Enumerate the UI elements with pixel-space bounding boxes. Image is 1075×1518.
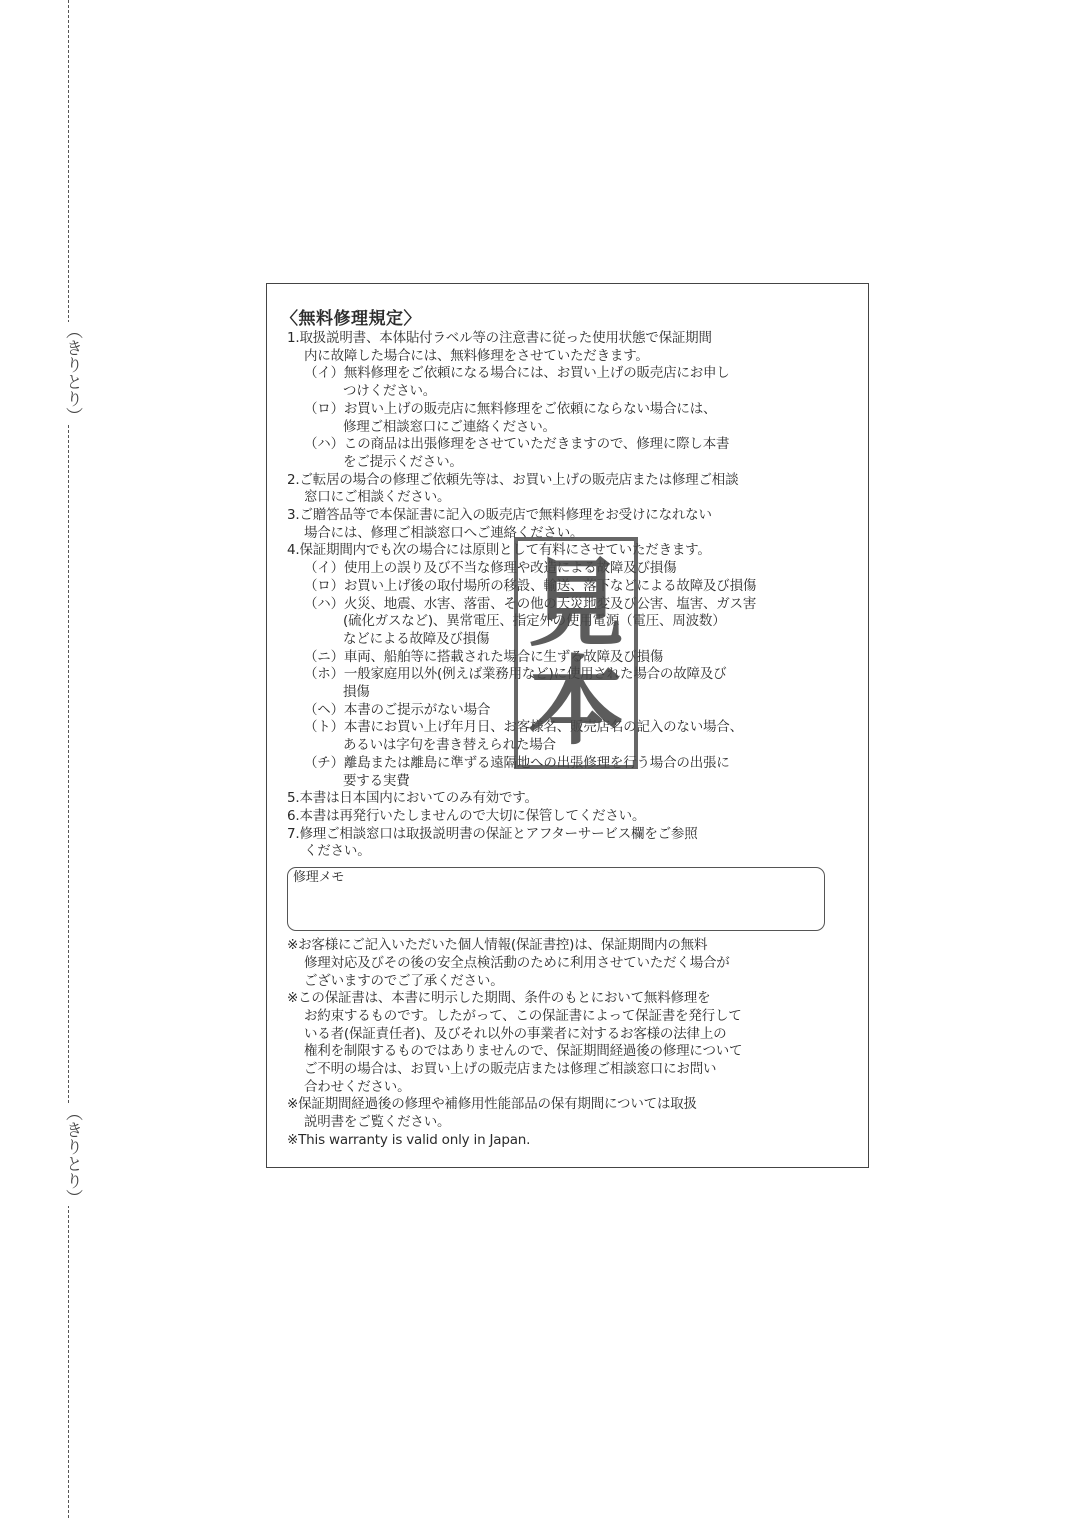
clause-6: 6.本書は再発行いたしませんので大切に保管してください。 (287, 807, 646, 824)
clause-4-ro: （ロ）お買い上げ後の取付場所の移設、輸送、落下などによる故障及び損傷 (304, 577, 757, 594)
cut-line (68, 0, 69, 1518)
sample-stamp-char-2: 本 (528, 646, 624, 758)
clause-4-ni: （ニ）車両、船舶等に搭載された場合に生ずる故障及び損傷 (304, 648, 664, 665)
clause-4-chi-cont: 要する実費 (343, 772, 410, 789)
note-3: ※保証期間経過後の修理や補修用性能部品の保有期間については取扱 (287, 1096, 697, 1113)
clause-4-to-cont: あるいは字句を書き替えられた場合 (343, 737, 556, 754)
repair-memo-label: 修理メモ (293, 870, 345, 886)
repair-memo-box (287, 867, 825, 931)
note-2-cont-4: ご不明の場合は、お買い上げの販売店または修理ご相談窓口にお問い (304, 1061, 717, 1078)
cut-label-bottom: （きりとり） (56, 1104, 80, 1206)
note-3-cont: 説明書をご覧ください。 (304, 1114, 451, 1131)
clause-1: 1.取扱説明書、本体貼付ラベル等の注意書に従った使用状態で保証期間 (287, 330, 712, 346)
clause-1-ro-cont: 修理ご相談窓口にご連絡ください。 (343, 418, 556, 435)
clause-7-cont: ください。 (304, 843, 371, 860)
clause-4-ha-cont-1: (硫化ガスなど)、異常電圧、指定外の使用電源（電圧、周波数） (343, 613, 726, 630)
clause-1-i: （イ）無料修理をご依頼になる場合には、お買い上げの販売店にお申し (304, 365, 730, 382)
note-1: ※お客様にご記入いただいた個人情報(保証書控)は、保証期間内の無料 (287, 937, 708, 954)
note-2: ※この保証書は、本書に明示した期間、条件のもとにおいて無料修理を (287, 990, 711, 1007)
clause-4-ho: （ホ）一般家庭用以外(例えば業務用など)に使用された場合の故障及び (304, 666, 727, 683)
clause-4-ha-cont-2: などによる故障及び損傷 (343, 630, 490, 647)
clause-3: 3.ご贈答品等で本保証書に記入の販売店で無料修理をお受けになれない (287, 507, 712, 524)
clause-4-chi: （チ）離島または離島に準ずる遠隔地への出張修理を行う場合の出張に (304, 754, 730, 771)
note-2-cont-2: いる者(保証責任者)、及びそれ以外の事業者に対するお客様の法律上の (304, 1025, 727, 1042)
note-4: ※This warranty is valid only in Japan. (287, 1131, 531, 1148)
clause-1-cont: 内に故障した場合には、無料修理をさせていただきます。 (304, 347, 649, 364)
clause-7: 7.修理ご相談窓口は取扱説明書の保証とアフターサービス欄をご参照 (287, 825, 698, 842)
note-2-cont-3: 権利を制限するものではありませんので、保証期間経過後の修理について (304, 1043, 743, 1060)
clause-1-ha-cont: をご提示ください。 (343, 453, 463, 470)
clause-2: 2.ご転居の場合の修理ご依頼先等は、お買い上げの販売店または修理ご相談 (287, 471, 739, 488)
clause-1-ha: （ハ）この商品は出張修理をさせていただきますので、修理に際し本書 (304, 436, 730, 453)
clause-4-ho-cont: 損傷 (343, 684, 370, 701)
clause-4: 4.保証期間内でも次の場合には原則として有料にさせていただきます。 (287, 542, 711, 559)
note-1-cont-2: ございますのでご了承ください。 (304, 972, 504, 989)
note-2-cont-1: お約束するものです。したがって、この保証書によって保証書を発行して (304, 1007, 742, 1024)
clause-4-he: （ヘ）本書のご提示がない場合 (304, 701, 491, 718)
warranty-body (287, 330, 859, 1150)
clause-1-ro: （ロ）お買い上げの販売店に無料修理をご依頼にならない場合には、 (304, 400, 717, 417)
sample-stamp-char-1: 見 (528, 548, 624, 660)
clause-5: 5.本書は日本国内においてのみ有効です。 (287, 790, 538, 807)
clause-4-ha: （ハ）火災、地震、水害、落雷、その他の天災地変及び公害、塩害、ガス害 (304, 595, 757, 612)
clause-4-to: （ト）本書にお買い上げ年月日、お客様名、販売店名の記入のない場合、 (304, 719, 743, 736)
warranty-title: 〈無料修理規定〉 (281, 309, 421, 329)
note-2-cont-5: 合わせください。 (304, 1078, 411, 1095)
warranty-card (266, 283, 869, 1168)
clause-4-i: （イ）使用上の誤り及び不当な修理や改造による故障及び損傷 (304, 560, 677, 577)
clause-3-cont: 場合には、修理ご相談窓口へご連絡ください。 (304, 524, 584, 541)
clause-2-cont: 窓口にご相談ください。 (304, 489, 451, 506)
cut-label-top: （きりとり） (56, 322, 80, 424)
note-1-cont-1: 修理対応及びその後の安全点検活動のために利用させていただく場合が (304, 954, 730, 971)
clause-1-i-cont: つけください。 (343, 383, 437, 400)
